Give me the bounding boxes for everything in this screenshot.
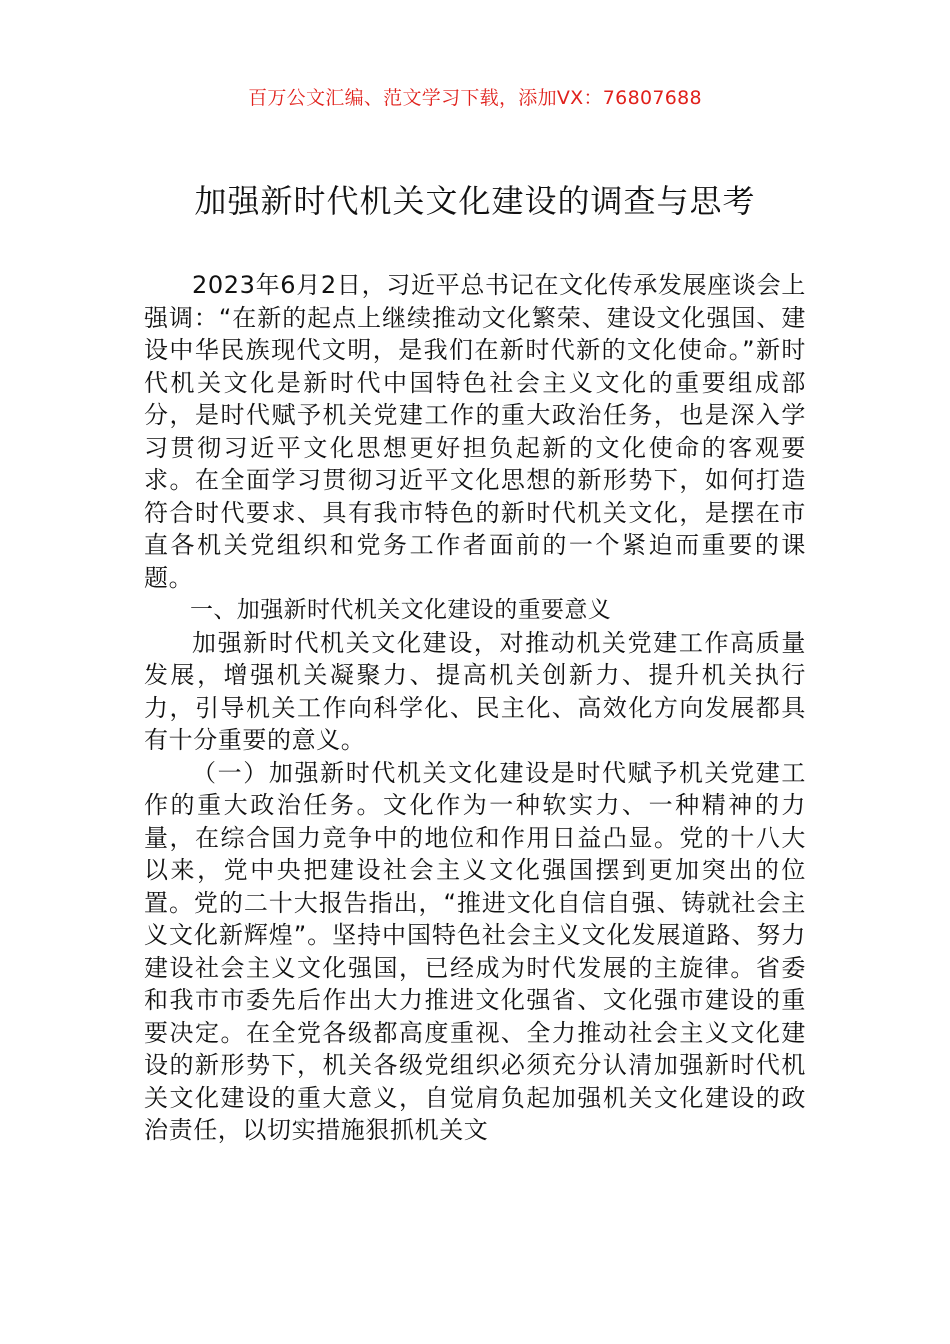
document-body	[144, 269, 806, 1147]
section-heading: 一、加强新时代机关文化建设的重要意义	[190, 597, 612, 623]
download-notice: 百万公文汇编、范文学习下载，添加VX：76807688	[248, 87, 702, 109]
section-paragraph: 加强新时代机关文化建设，对推动机关党建工作高质量发展，增强机关凝聚力、提高机关创新力、提升机关执行力，引导机关工作向科学化、民主化、高效化方向发展都具有十分重要的意义。	[144, 628, 806, 754]
intro-paragraph: 2023年6月2日，习近平总书记在文化传承发展座谈会上强调：“在新的起点上继续推动文化繁荣、建设文化强国、建设中华民族现代文明，是我们在新时代新的文化使命。”新时代机关文化是新时代中国特色社会主义文化的重要组成部分，是时代赋予机关党建工作的重大政治任务，也是深入学习贯彻习近平文化思想更好担负起新的文化使命的客观要求。在全面学习贯彻习近平文化思想的新形势下，如何打造符合时代要求、具有我市特色的新时代机关文化，是摆在市直各机关党组织和党务工作者面前的一个紧迫而重要的课题。	[144, 271, 806, 592]
document-title: 加强新时代机关文化建设的调查与思考	[194, 182, 756, 220]
subsection-paragraph: （一）加强新时代机关文化建设是时代赋予机关党建工作的重大政治任务。文化作为一种软实力、一种精神的力量，在综合国力竞争中的地位和作用日益凸显。党的十八大以来，党中央把建设社会主义文化强国摆到更加突出的位置。党的二十大报告指出，“推进文化自信自强、铸就社会主义文化新辉煌”。坚持中国特色社会主义文化发展道路、努力建设社会主义文化强国，已经成为时代发展的主旋律。省委和我市市委先后作出大力推进文化强省、文化强市建设的重要决定。在全党各级都高度重视、全力推动社会主义文化建设的新形势下，机关各级党组织必须充分认清加强新时代机关文化建设的重大意义，自觉肩负起加强机关文化建设的政治责任，以切实措施狠抓机关文	[144, 758, 806, 1144]
